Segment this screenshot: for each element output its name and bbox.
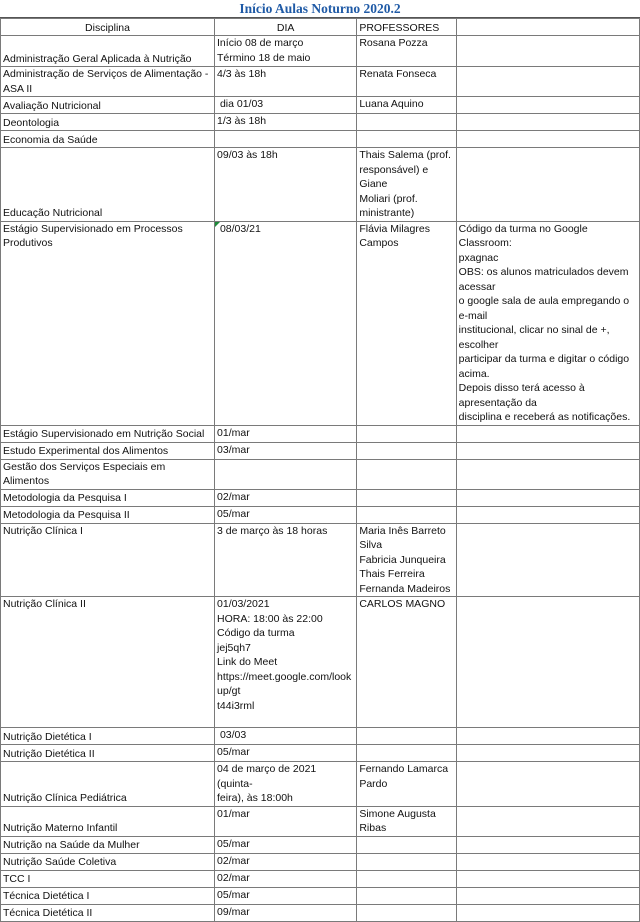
professores-cell-line: Rosana Pozza [359, 37, 428, 49]
professores-cell [357, 597, 456, 728]
disciplina-cell: Estágio Supervisionado em Processos Produtivos [1, 221, 215, 425]
obs-cell-line: disciplina e receberá as notificações. [458, 411, 631, 423]
table-row [1, 762, 640, 807]
disciplina-cell: Deontologia [1, 114, 215, 131]
table-row [1, 853, 640, 870]
obs-cell [456, 728, 639, 745]
obs-cell [456, 459, 639, 489]
dia-cell [215, 597, 357, 728]
table-row [1, 489, 640, 506]
dia-cell-line: 02/mar [217, 490, 250, 503]
disciplina-cell: Educação Nutricional [1, 148, 215, 222]
obs-cell [456, 97, 639, 114]
professores-cell-line: Simone Augusta Ribas [359, 807, 439, 834]
table-row [1, 425, 640, 442]
dia-cell-line: 05/mar [217, 507, 250, 520]
obs-cell [456, 597, 639, 728]
obs-cell [456, 506, 639, 523]
professores-cell [357, 904, 456, 921]
professores-cell-line: Fernanda Madeiros [359, 582, 451, 595]
dia-cell-line: 08/03/21 [217, 222, 261, 235]
dia-cell-line: 3 de março às 18 horas [217, 524, 328, 537]
disciplina-cell: Técnica Dietética I [1, 887, 215, 904]
obs-cell-line: participar da turma e digitar o código acima. [458, 353, 633, 380]
dia-cell [215, 853, 357, 870]
disciplina-cell: TCC I [1, 870, 215, 887]
obs-cell [456, 762, 639, 807]
professores-cell-line: Fernando Lamarca Pardo [359, 763, 451, 790]
table-row [1, 904, 640, 921]
table-row [1, 221, 640, 425]
professores-cell [357, 523, 456, 597]
professores-cell-line: CARLOS MAGNO [359, 598, 446, 610]
dia-cell [215, 425, 357, 442]
header-disciplina: Disciplina [1, 19, 215, 36]
professores-cell [357, 425, 456, 442]
dia-cell-line: 05/mar [217, 888, 250, 901]
dia-cell-line: 01/03/2021 [217, 598, 270, 610]
professores-cell-line: Renata Fonseca [359, 68, 437, 80]
disciplina-cell: Técnica Dietética II [1, 904, 215, 921]
disciplina-cell: Nutrição Materno Infantil [1, 806, 215, 836]
table-row [1, 36, 640, 67]
dia-cell [215, 506, 357, 523]
obs-cell [456, 523, 639, 597]
dia-cell-line: 09/03 às 18h [217, 149, 278, 161]
disciplina-cell: Avaliação Nutricional [1, 97, 215, 114]
obs-cell-line: Código da turma no Google Classroom: [458, 222, 591, 249]
dia-cell [215, 870, 357, 887]
dia-cell [215, 728, 357, 745]
professores-cell-line: Fabricia Junqueira [359, 553, 446, 566]
dia-cell-line: 03/03 [217, 729, 247, 741]
disciplina-cell: Nutrição na Saúde da Mulher [1, 836, 215, 853]
professores-cell [357, 148, 456, 222]
professores-cell-line: Luana Aquino [359, 98, 424, 110]
obs-cell [456, 114, 639, 131]
disciplina-cell: Estágio Supervisionado em Nutrição Social [1, 425, 215, 442]
dia-cell-line: https://meet.google.com/lookup/gt [217, 670, 352, 697]
dia-cell-line: jej5qh7 [217, 641, 251, 654]
professores-cell [357, 506, 456, 523]
dia-cell [215, 489, 357, 506]
header-professores: PROFESSORES [357, 19, 456, 36]
dia-cell [215, 114, 357, 131]
disciplina-cell: Administração Geral Aplicada à Nutrição [1, 36, 215, 67]
dia-cell [215, 148, 357, 222]
professores-cell [357, 836, 456, 853]
table-row [1, 523, 640, 597]
professores-cell [357, 870, 456, 887]
obs-cell-line: OBS: os alunos matriculados devem acessar [458, 266, 632, 293]
professores-cell-line: Maria Inês Barreto Silva [359, 524, 449, 551]
disciplina-cell: Nutrição Dietética I [1, 728, 215, 745]
obs-cell [456, 870, 639, 887]
dia-cell-line: Término 18 de maio [217, 51, 311, 64]
obs-cell-line: pxagnac [458, 251, 499, 264]
table-row [1, 67, 640, 97]
professores-cell [357, 853, 456, 870]
dia-cell [215, 131, 357, 148]
table-row [1, 728, 640, 745]
dia-cell-line: Código da turma [217, 627, 295, 639]
obs-cell [456, 489, 639, 506]
obs-cell [456, 904, 639, 921]
dia-cell-line: Link do Meet [217, 656, 278, 668]
disciplina-cell: Nutrição Clínica Pediátrica [1, 762, 215, 807]
table-row [1, 97, 640, 114]
header-dia: DIA [215, 19, 357, 36]
dia-cell [215, 904, 357, 921]
professores-cell [357, 131, 456, 148]
dia-cell [215, 97, 357, 114]
dia-cell [215, 836, 357, 853]
dia-cell-line: 4/3 às 18h [217, 68, 267, 80]
page-title: Início Aulas Noturno 2020.2 [0, 0, 640, 18]
dia-cell [215, 806, 357, 836]
dia-cell-line: 01/mar [217, 807, 250, 820]
dia-cell [215, 221, 357, 425]
dia-cell-line: dia 01/03 [217, 98, 264, 110]
dia-cell [215, 442, 357, 459]
dia-cell [215, 36, 357, 67]
professores-cell [357, 114, 456, 131]
obs-cell [456, 806, 639, 836]
professores-cell [357, 221, 456, 425]
header-obs [456, 19, 639, 36]
obs-cell [456, 853, 639, 870]
obs-cell-line: Depois disso terá acesso à apresentação da [458, 382, 588, 409]
dia-cell [215, 67, 357, 97]
obs-cell-line: institucional, clicar no sinal de +, escolher [458, 324, 613, 351]
table-row [1, 597, 640, 728]
dia-cell-line: Início 08 de março [217, 37, 304, 49]
schedule-table [0, 18, 640, 922]
dia-cell [215, 523, 357, 597]
dia-cell-line: 1/3 às 18h [217, 115, 267, 127]
professores-cell [357, 745, 456, 762]
dia-cell-line: 02/mar [217, 871, 250, 884]
disciplina-cell: Metodologia da Pesquisa I [1, 489, 215, 506]
professores-cell-line: Thais Ferreira [359, 568, 425, 580]
dia-cell-line: 03/mar [217, 443, 250, 456]
disciplina-cell: Estudo Experimental dos Alimentos [1, 442, 215, 459]
professores-cell [357, 36, 456, 67]
disciplina-cell: Metodologia da Pesquisa II [1, 506, 215, 523]
obs-cell [456, 148, 639, 222]
obs-cell [456, 442, 639, 459]
professores-cell [357, 442, 456, 459]
professores-cell-line: Moliari (prof. [359, 192, 418, 205]
professores-cell [357, 67, 456, 97]
dia-cell-line: 05/mar [217, 746, 250, 758]
table-row [1, 459, 640, 489]
obs-cell [456, 131, 639, 148]
professores-cell [357, 887, 456, 904]
dia-cell-line: t44i3rml [217, 699, 255, 712]
disciplina-cell: Nutrição Saúde Coletiva [1, 853, 215, 870]
obs-cell [456, 887, 639, 904]
dia-cell-line: 04 de março de 2021 (quinta- [217, 763, 320, 790]
table-row [1, 506, 640, 523]
obs-cell [456, 836, 639, 853]
professores-cell-line: Thais Salema (prof. [359, 149, 451, 161]
professores-cell [357, 97, 456, 114]
obs-cell [456, 67, 639, 97]
header-row [1, 19, 640, 36]
professores-cell [357, 806, 456, 836]
table-row [1, 131, 640, 148]
obs-cell [456, 221, 639, 425]
dia-cell-line: 09/mar [217, 905, 250, 918]
dia-cell-line: HORA: 18:00 às 22:00 [217, 612, 323, 625]
dia-cell [215, 745, 357, 762]
dia-cell-line: 01/mar [217, 426, 250, 439]
professores-cell-line: Flávia Milagres Campos [359, 222, 433, 249]
professores-cell-line: ministrante) [359, 207, 415, 219]
dia-cell-line: 02/mar [217, 854, 250, 867]
professores-cell [357, 728, 456, 745]
professores-cell [357, 762, 456, 807]
obs-cell-line: o google sala de aula empregando o e-mail [458, 295, 633, 322]
table-row [1, 114, 640, 131]
professores-cell [357, 459, 456, 489]
table-row [1, 745, 640, 762]
table-row [1, 806, 640, 836]
disciplina-cell: Administração de Serviços de Alimentação - ASA II [1, 67, 215, 97]
dia-cell [215, 887, 357, 904]
disciplina-cell: Nutrição Dietética II [1, 745, 215, 762]
dia-cell [215, 459, 357, 489]
disciplina-cell: Economia da Saúde [1, 131, 215, 148]
table-row [1, 836, 640, 853]
dia-cell-line: feira), às 18:00h [217, 792, 293, 804]
disciplina-cell: Gestão dos Serviços Especiais em Alimentos [1, 459, 215, 489]
dia-cell [215, 762, 357, 807]
obs-cell [456, 745, 639, 762]
disciplina-cell: Nutrição Clínica II [1, 597, 215, 728]
professores-cell [357, 489, 456, 506]
obs-cell [456, 425, 639, 442]
dia-cell-line: 05/mar [217, 837, 250, 850]
table-row [1, 148, 640, 222]
table-row [1, 887, 640, 904]
table-row [1, 442, 640, 459]
table-row [1, 870, 640, 887]
professores-cell-line: responsável) e Giane [359, 163, 432, 190]
obs-cell [456, 36, 639, 67]
disciplina-cell: Nutrição Clínica I [1, 523, 215, 597]
